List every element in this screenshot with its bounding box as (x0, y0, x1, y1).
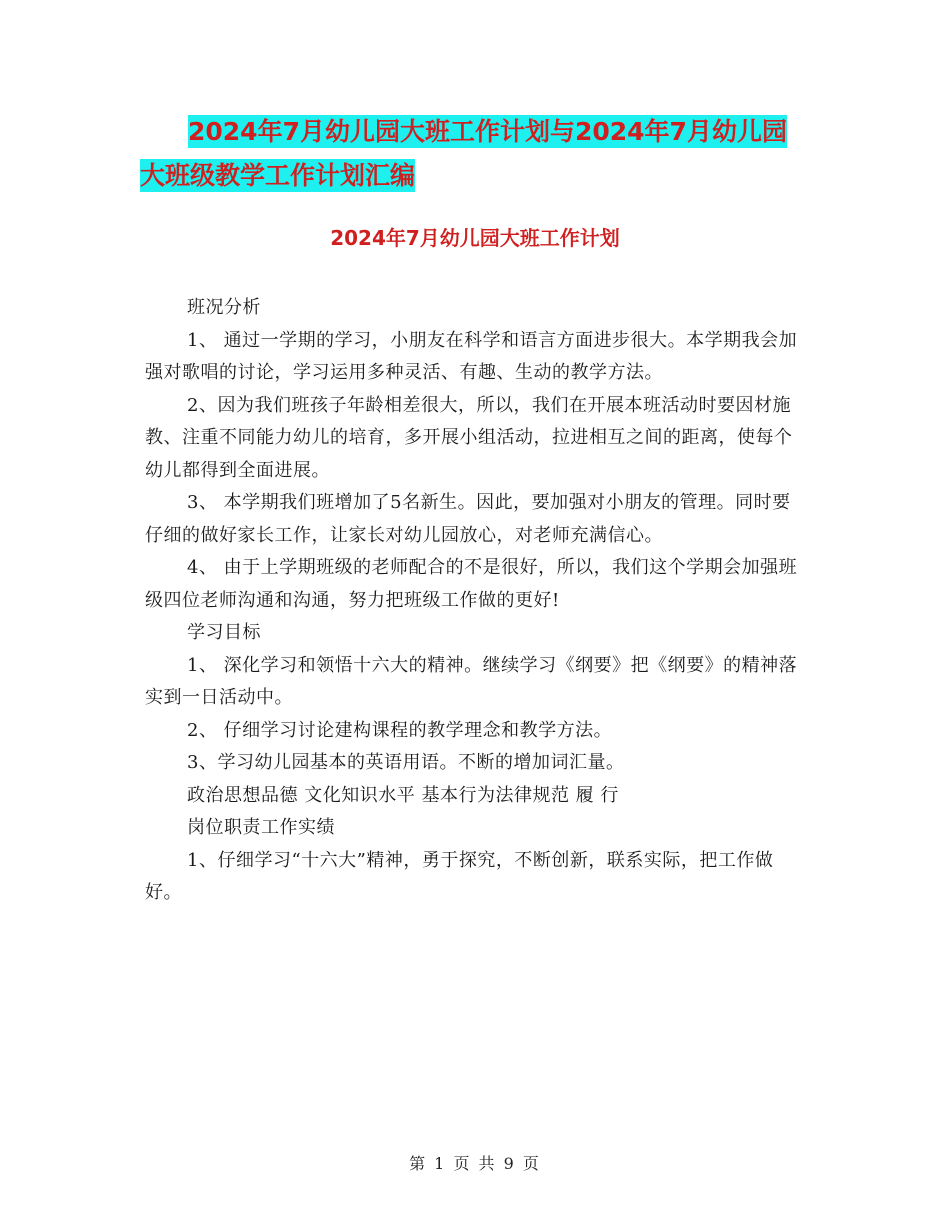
document-body (145, 292, 805, 910)
page-footer: 第 1 页 共 9 页 (409, 1154, 541, 1173)
paragraph: 4、 由于上学期班级的老师配合的不是很好，所以，我们这个学期会加强班级四位老师沟通和沟通，努力把班级工作做的更好! (145, 557, 798, 611)
section-title: 2024年7月幼儿园大班工作计划 (330, 226, 620, 250)
title-line-1: 2024年7月幼儿园大班工作计划与2024年7月幼儿园 (188, 117, 787, 146)
paragraph: 2、因为我们班孩子年龄相差很大，所以，我们在开展本班活动时要因材施教、注重不同能力幼儿的培育，多开展小组活动，拉进相互之间的距离，使每个幼儿都得到全面进展。 (145, 394, 793, 481)
paragraph: 3、学习幼儿园基本的英语用语。不断的增加词汇量。 (187, 752, 625, 773)
paragraph: 2、 仔细学习讨论建构课程的教学理念和教学方法。 (187, 719, 613, 741)
paragraph: 1、仔细学习“十六大”精神，勇于探究，不断创新，联系实际，把工作做好。 (145, 849, 774, 903)
paragraph: 学习目标 (187, 622, 261, 643)
paragraph: 1、 通过一学期的学习，小朋友在科学和语言方面进步很大。本学期我会加强对歌唱的讨论，学习运用多种灵活、有趣、生动的教学方法。 (145, 329, 798, 383)
document-title (140, 110, 860, 198)
paragraph: 1、 深化学习和领悟十六大的精神。继续学习《纲要》把《纲要》的精神落实到一日活动中。 (145, 654, 798, 708)
paragraph: 政治思想品德 文化知识水平 基本行为法律规范 履 行 (187, 784, 619, 806)
title-line-2: 大班级教学工作计划汇编 (140, 161, 416, 190)
paragraph: 班况分析 (187, 297, 261, 318)
paragraph: 岗位职责工作实绩 (187, 817, 335, 838)
paragraph: 3、 本学期我们班增加了5名新生。因此，要加强对小朋友的管理。同时要仔细的做好家长工作，让家长对幼儿园放心，对老师充满信心。 (145, 492, 791, 546)
